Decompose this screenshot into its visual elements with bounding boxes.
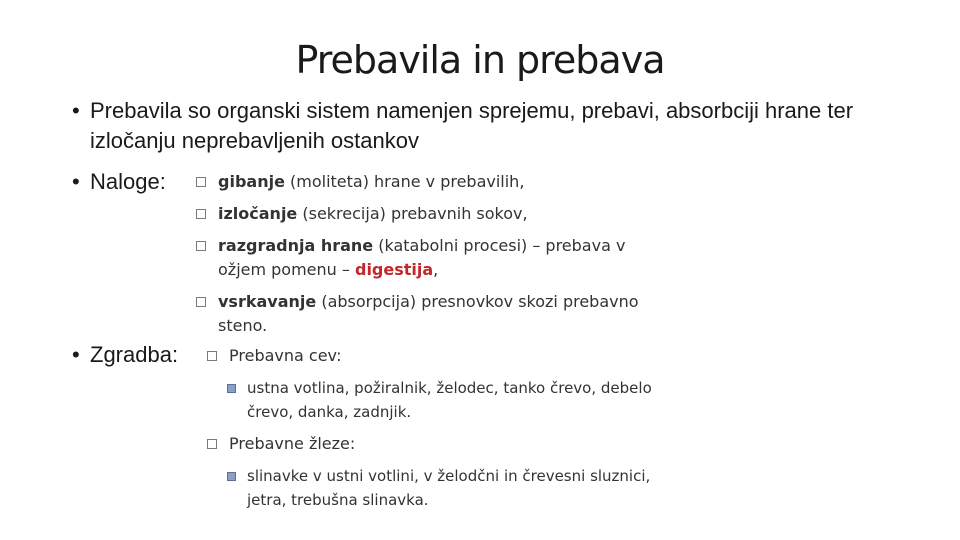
list-item (196, 290, 666, 338)
item-text: (absorpcija) presnovkov skozi prebavno steno. (218, 292, 639, 335)
bullet-dot: • (72, 169, 80, 194)
square-bullet-icon (196, 209, 206, 219)
cev-text: ustna votlina, požiralnik, želodec, tanko črevo, debelo črevo, danka, zadnjik. (247, 379, 652, 421)
zgradba-label: Zgradba: (90, 342, 179, 367)
list-item (196, 170, 666, 194)
item-text: (katabolni procesi) – prebava v ožjem pomenu – (218, 236, 626, 279)
sub-list-item (227, 464, 657, 512)
bullet-dot: • (72, 98, 80, 123)
naloge-list (196, 170, 666, 346)
cev-label: Prebavna cev: (229, 346, 342, 365)
zgradba-list (207, 344, 657, 520)
zleze-label: Prebavne žleze: (229, 434, 356, 453)
filled-square-bullet-icon (227, 472, 236, 481)
square-bullet-icon (207, 439, 217, 449)
item-tail: , (433, 260, 439, 279)
zgradba-bullet (72, 340, 178, 370)
sub-list-item (227, 376, 657, 424)
square-bullet-icon (196, 241, 206, 251)
square-bullet-icon (207, 351, 217, 361)
filled-square-bullet-icon (227, 384, 236, 393)
square-bullet-icon (196, 297, 206, 307)
naloge-bullet (72, 167, 166, 197)
zleze-text: slinavke v ustni votlini, v želodčni in črevesni sluznici, jetra, trebušna slinavka. (247, 467, 651, 509)
list-item (196, 234, 666, 282)
item-text: (moliteta) hrane v prebavilih, (284, 172, 525, 191)
item-bold: izločanje (218, 204, 298, 223)
naloge-label: Naloge: (90, 169, 166, 194)
item-highlight: digestija (354, 260, 434, 279)
list-item (207, 344, 657, 368)
definition-bullet (72, 96, 892, 156)
definition-text: Prebavila so organski sistem namenjen sprejemu, prebavi, absorbciji hrane ter izločanju neprebavljenih ostankov (90, 98, 854, 153)
square-bullet-icon (196, 177, 206, 187)
list-item (196, 202, 666, 226)
bullet-dot: • (72, 342, 80, 367)
item-text: (sekrecija) prebavnih sokov, (297, 204, 528, 223)
item-bold: vsrkavanje (218, 292, 317, 311)
list-item (207, 432, 657, 456)
item-bold: razgradnja hrane (218, 236, 374, 255)
item-bold: gibanje (218, 172, 285, 191)
slide-title: Prebavila in prebava (295, 38, 665, 82)
